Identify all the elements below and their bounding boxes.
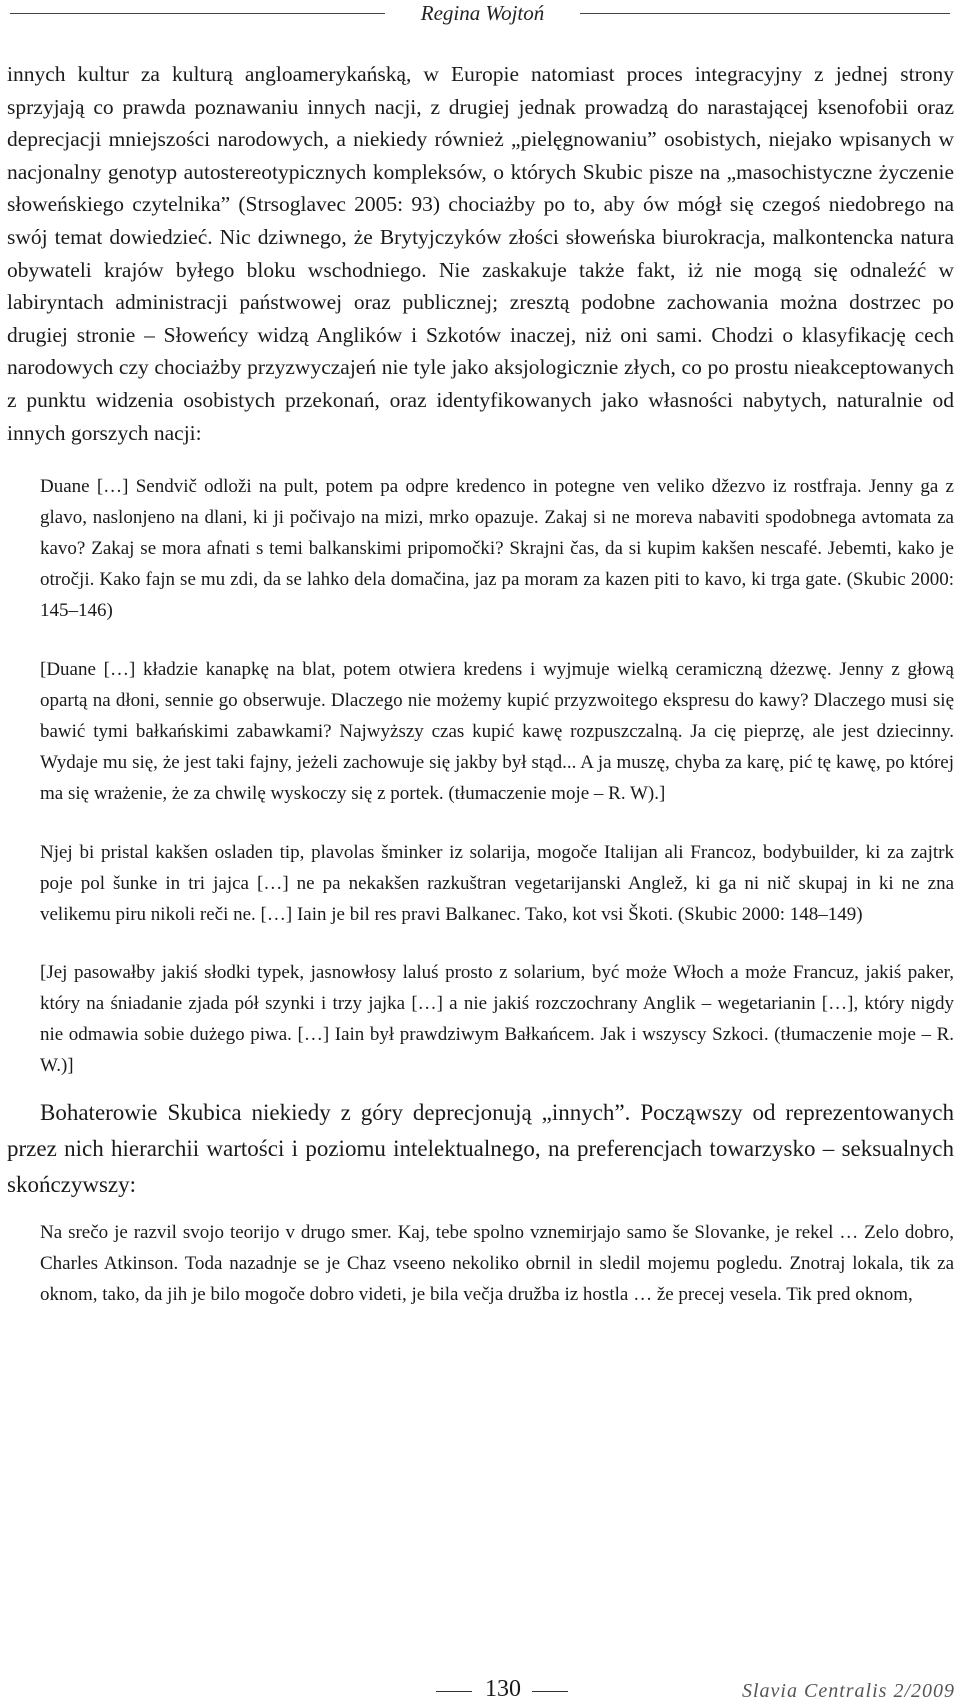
block-quote-slovene-1: Duane […] Sendvič odloži na pult, potem pa odpre kredenco in potegne ven veliko džezvo iz rostfraja. Jenny ga z glavo, naslonjeno na dlani, ki ji počivajo na mizi, mrko opazuje. Zakaj si ne moreva nabaviti spodobnega avtomata za kavo? Zakaj se mora afnati s temi balkanskimi pripomočki? Skrajni čas, da si kupim kakšen nescafé. Jebemti, kako je otročji. Kako fajn se mu zdi, da se lahko dela domačina, jaz pa moram za kazen piti to kavo, ki trga gate. (Skubic 2000: 145–146) [40, 476, 954, 622]
body-paragraph-1: innych kultur za kulturą angloamerykańską, w Europie natomiast proces integracyjny z jednej strony sprzyjają co prawda poznawaniu innych nacji, z drugiej jednak prowadzą do narastającej ksenofobii oraz deprecjacji mniejszości narodowych, a niekiedy również „pielęgnowaniu” osobistych, niejako wpisanych w nacjonalny genotyp autostereotypicznych kompleksów, o których Skubic pisze na „masochistyczne życzenie słoweńskiego czytelnika” (Strsoglavec 2005: 93) chociażby po to, aby ów mógł się czegoś niedobrego na swój temat dowiedzieć. Nic dziwnego, że Brytyjczyków złości słoweńska biurokracja, malkontencka natura obywateli krajów byłego bloku wschodniego. Nie zaskakuje także fakt, iż nie mogą się odnaleźć w labiryntach administracji państwowej oraz publicznej; zresztą podobne zachowania można dostrzec po drugiej stronie – Słoweńcy widzą Anglików i Szkotów inaczej, niż oni sami. Chodzi o klasyfikację cech narodowych czy chociażby przyzwyczajeń nie tyle jako aksjologicznie złych, co po prostu nieakceptowanych z punktu widzenia osobistych przekonań, oraz identyfikowanych jako własności nabytych, naturalnie od innych gorszych nacji: [7, 62, 954, 445]
header-rule-left [10, 13, 385, 14]
running-header [0, 0, 960, 28]
footer-dash-left [436, 1691, 472, 1692]
page-number: 130 [485, 1676, 521, 1702]
block-quote-polish-1: [Duane […] kładzie kanapkę na blat, potem otwiera kredens i wyjmuje wielką ceramiczną dżezwę. Jenny z głową opartą na dłoni, sennie go obserwuje. Dlaczego nie możemy kupić przyzwoitego ekspresu do kawy? Dlaczego musi się bawić tymi bałkańskimi zabawkami? Najwyższy czas kupić kawę rozpuszczalną. Ja cię pieprzę, ale jest dziecinny. Wydaje mu się, że jest taki fajny, jeżeli zachowuje się jakby był stąd... A ja muszę, chyba za karę, pić tę kawę, po której ma się wrażenie, że za chwilę wyskoczy się z portek. (tłumaczenie moje – R. W).] [40, 659, 954, 805]
page-body [7, 58, 954, 1310]
block-quote-slovene-2: Njej bi pristal kakšen osladen tip, plavolas šminker iz solarija, mogoče Italijan ali Francoz, bodybuilder, ki za zajtrk poje pol šunke in tri jajca […] ne pa nekakšen razkuštran vegetarijanski Anglež, ki ga ni nič skupaj in ki ne zna velikemu piru nikoli reči ne. […] Iain je bil res pravi Balkanec. Tako, kot vsi Škoti. (Skubic 2000: 148–149) [40, 842, 954, 926]
journal-name: Slavia Centralis 2/2009 [742, 1680, 955, 1702]
running-header-author: Regina Wojtoń [420, 1, 545, 25]
block-quote-polish-2: [Jej pasowałby jakiś słodki typek, jasnowłosy laluś prosto z solarium, być może Włoch a może Francuz, jakiś paker, który na śniadanie zjada pół szynki i trzy jajka […] a nie jakiś rozczochrany Anglik – wegetarianin […], który nigdy nie odmawia sobie dużego piwa. […] Iain był prawdziwym Bałkańcem. Jak i wszyscy Szkoci. (tłumaczenie moje – R. W.)] [40, 962, 954, 1077]
block-quote-slovene-3: Na srečo je razvil svojo teorijo v drugo smer. Kaj, tebe spolno vznemirjajo samo še Slovanke, je rekel … Zelo dobro, Charles Atkinson. Toda nazadnje se je Chaz vseeno nekoliko obrnil in sledil mojemu pogledu. Znotraj lokala, tik za oknom, tako, da jih je bilo mogoče dobro videti, je bila večja družba iz hostla … že precej vesela. Tik pred oknom, [40, 1222, 954, 1306]
footer-dash-right [532, 1691, 568, 1692]
header-rule-right [580, 13, 950, 14]
body-paragraph-2: Bohaterowie Skubica niekiedy z góry deprecjonują „innych”. Począwszy od reprezentowanych przez nich hierarchii wartości i poziomu intelektualnego, na preferencjach towarzysko – seksualnych skończywszy: [7, 1100, 954, 1198]
page-footer [0, 1672, 960, 1704]
